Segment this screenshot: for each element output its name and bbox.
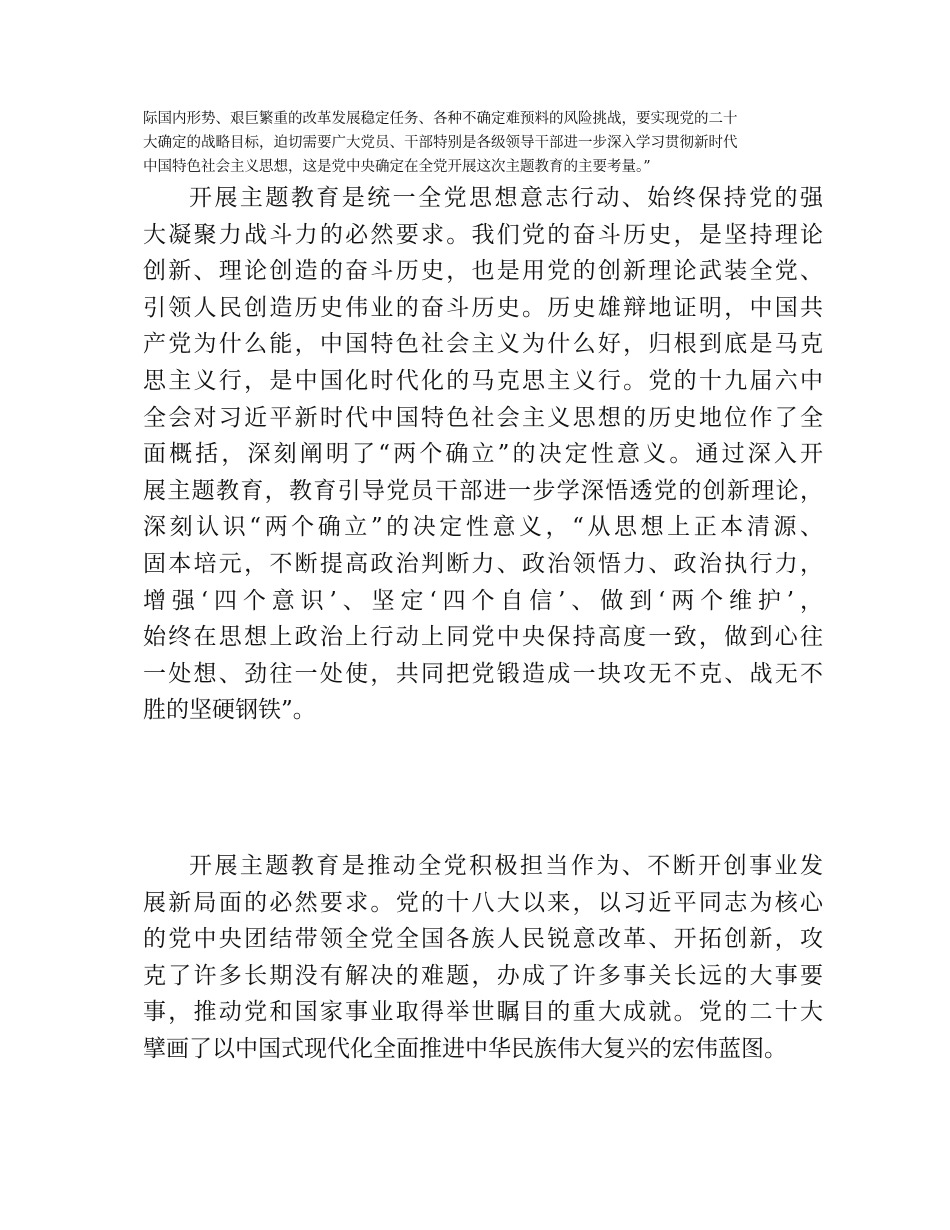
paragraph-line: 始终在思想上政治上行动上同党中央保持高度一致，做到心往: [143, 624, 823, 651]
paragraph-line: 一处想、劲往一处使，共同把党锻造成一块攻无不克、战无不: [143, 660, 823, 687]
paragraph-line: 固本培元，不断提高政治判断力、政治领悟力、政治执行力，: [143, 550, 823, 577]
paragraph-line: 面概括，深刻阐明了“两个确立”的决定性意义。通过深入开: [143, 441, 823, 468]
quote-line: 中国特色社会主义思想，这是党中央确定在全党开展这次主题教育的主要考量。”: [143, 159, 651, 175]
paragraph-line: 的党中央团结带领全党全国各族人民锐意改革、开拓创新，攻: [143, 926, 823, 953]
paragraph-line: 克了许多长期没有解决的难题，办成了许多事关长远的大事要: [143, 962, 823, 989]
paragraph-line: 产党为什么能，中国特色社会主义为什么好，归根到底是马克: [143, 331, 823, 358]
paragraph-line: 深刻认识“两个确立”的决定性意义，“从思想上正本清源、: [143, 514, 823, 541]
paragraph-line: 创新、理论创造的奋斗历史，也是用党的创新理论武装全党、: [143, 258, 823, 285]
paragraph-line: 思主义行，是中国化时代化的马克思主义行。党的十九届六中: [143, 367, 823, 394]
quoted-passage: [143, 107, 823, 179]
paragraph-line: 事，推动党和国家事业取得举世瞩目的重大成就。党的二十大: [143, 999, 823, 1026]
paragraph-line: 开展主题教育是推动全党积极担当作为、不断开创事业发: [189, 853, 823, 879]
paragraph-line: 胜的坚硬钢铁”。: [143, 697, 316, 724]
paragraph-line: 全会对习近平新时代中国特色社会主义思想的历史地位作了全: [143, 404, 823, 431]
paragraph-education-responsibility: [143, 848, 823, 1068]
paragraph-education-unity: [143, 180, 823, 729]
paragraph-line: 擘画了以中国式现代化全面推进中华民族伟大复兴的宏伟蓝图。: [143, 1035, 787, 1062]
paragraph-line: 引领人民创造历史伟业的奋斗历史。历史雄辩地证明，中国共: [143, 294, 823, 321]
paragraph-line: 增强‘四个意识’、坚定‘四个自信’、做到‘两个维护’，: [143, 587, 823, 614]
paragraph-line: 展新局面的必然要求。党的十八大以来，以习近平同志为核心: [143, 889, 823, 916]
quote-line: 大确定的战略目标，迫切需要广大党员、干部特别是各级领导干部进一步深入学习贯彻新时代: [143, 135, 738, 151]
paragraph-line: 大凝聚力战斗力的必然要求。我们党的奋斗历史，是坚持理论: [143, 221, 823, 248]
paragraph-line: 展主题教育，教育引导党员干部进一步学深悟透党的创新理论，: [143, 477, 823, 504]
quote-line: 际国内形势、艰巨繁重的改革发展稳定任务、各种不确定难预料的风险挑战，要实现党的二十: [143, 111, 738, 127]
paragraph-line: 开展主题教育是统一全党思想意志行动、始终保持党的强: [189, 185, 823, 211]
